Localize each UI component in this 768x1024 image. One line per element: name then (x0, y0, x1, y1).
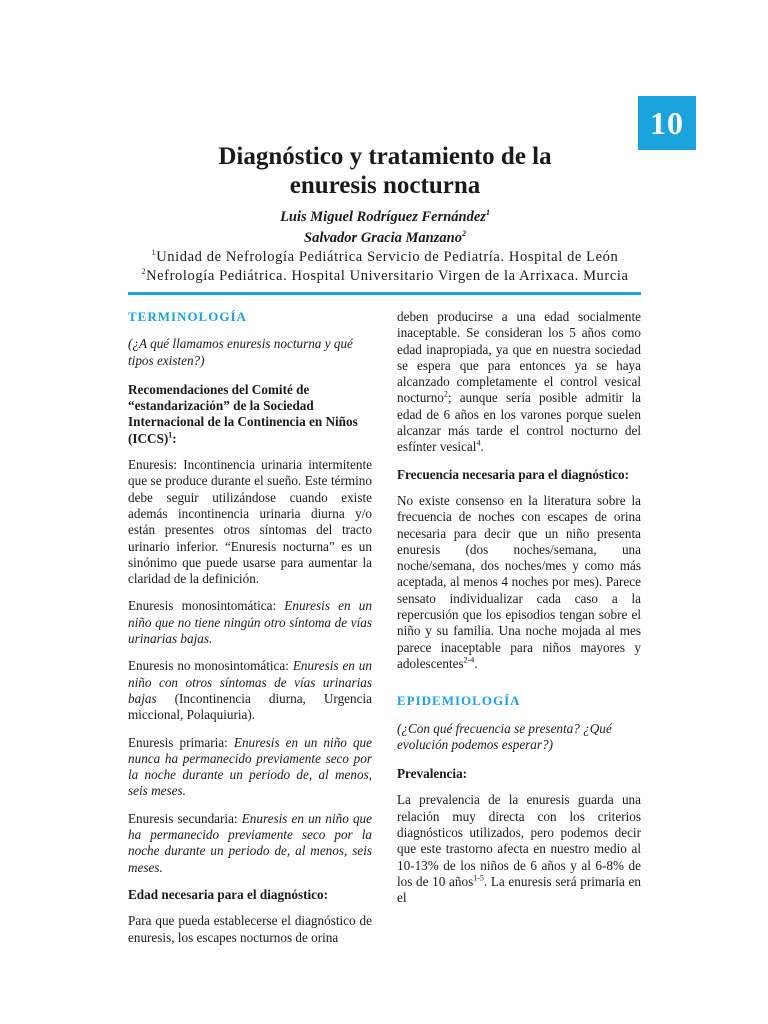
section-heading-terminologia: TERMINOLOGÍA (128, 309, 247, 324)
author-2 (130, 229, 640, 247)
author-1-name: Luis Miguel Rodríguez Fernández (280, 209, 486, 225)
author-2-name: Salvador Gracia Manzano (304, 230, 462, 246)
section-heading-epidemiologia: EPIDEMIOLOGÍA (397, 693, 521, 709)
author-2-sup: 2 (461, 229, 466, 239)
frecuencia-text-b: . (474, 655, 478, 671)
affiliation-1-text: Unidad de Nefrología Pediátrica Servicio de Pediatría. Hospital de León (156, 249, 619, 265)
term-monosintomatica: Enuresis monosintomática: (128, 598, 285, 614)
right-column (397, 309, 641, 918)
subheading-recomendaciones-text: Recomendaciones del Comité de “estandarización” de la Sociedad Internacional de la Continencia en Niños (ICCS) (128, 381, 358, 446)
left-column (128, 309, 372, 957)
subheading-recomendaciones-end: : (172, 430, 177, 446)
section-spacer (397, 683, 641, 693)
section-question-terminologia: (¿A qué llamamos enuresis nocturna y qué tipos existen?) (128, 336, 353, 368)
page-title (130, 142, 640, 200)
section-question-epidemiologia: (¿Con qué frecuencia se presenta? ¿Qué evolución podemos esperar?) (397, 720, 612, 752)
prevalencia-text-a: La prevalencia de la enuresis guarda una relación muy directa con los criterios diagnósticos utilizados, pero podemos decir que este trastorno afecta en nuestro medio al 10-13% de los niños de 6 años y al 6-8% de los de 10 años (397, 792, 641, 889)
definition-secundaria: Enuresis en un niño que ha permanecido previamente seco por la noche durante un periodo de, al menos, seis meses. (128, 810, 372, 875)
examples-no-monosintomatica: (Incontinencia diurna, Urgencia miccional, Polaquiuria). (128, 690, 372, 723)
frecuencia-sup: 2-4 (463, 655, 475, 665)
subheading-recomendaciones-sup: 1 (168, 430, 173, 440)
affiliation-1 (120, 248, 650, 267)
affiliation-2-text: Nefrología Pediátrica. Hospital Universitario Virgen de la Arrixaca. Murcia (146, 268, 629, 284)
title-line-1: Diagnóstico y tratamiento de la (218, 143, 552, 170)
edad-sup-1: 2 (443, 390, 448, 400)
definition-primaria: Enuresis en un niño que nunca ha permanecido previamente seco por la noche durante un periodo de, al menos, seis meses. (128, 734, 372, 799)
affiliation-1-sup: 1 (151, 248, 157, 258)
chapter-number-badge: 10 (638, 96, 696, 150)
term-secundaria: Enuresis secundaria: (128, 810, 242, 826)
edad-sup-2: 4 (476, 438, 481, 448)
affiliation-2 (120, 267, 650, 286)
paragraph-edad-continued (397, 309, 641, 456)
paragraph-primaria (128, 735, 372, 800)
paragraph-enuresis-definition: Enuresis: Incontinencia urinaria intermitente que se produce durante el sueño. Este término debe seguir utilizándose cuando existe además incontinencia urinaria diurna y/o están presentes otros síntomas del tracto urinario inferior. “Enuresis nocturna” es un sinónimo que puede usarse para aumentar la claridad de la definición. (128, 457, 372, 587)
frecuencia-text-a: No existe consenso en la literatura sobre la frecuencia de noches con escapes de orina necesaria para decir que un niño presenta enuresis (dos noches/semana, una noche/semana, dos noches/mes y como más aceptada, al menos 4 noches por mes). Parece sensato individualizar cada caso a la repercusión que los episodios tengan sobre el niño y su familia. Una noche mojada al mes parece inaceptable para niños mayores y adolescentes (397, 492, 641, 671)
prevalencia-sup: 1-5 (473, 873, 484, 883)
title-line-2: enuresis nocturna (289, 172, 481, 199)
subheading-recomendaciones (128, 382, 372, 447)
header-divider (128, 292, 641, 295)
paragraph-edad: Para que pueda establecerse el diagnóstico de enuresis, los escapes nocturnos de orina (128, 913, 372, 945)
term-primaria: Enuresis primaria: (128, 734, 234, 750)
paragraph-no-monosintomatica (128, 658, 372, 723)
paragraph-frecuencia (397, 493, 641, 672)
term-no-monosintomatica: Enuresis no monosintomática: (128, 658, 293, 674)
definition-no-monosintomatica: Enuresis en un niño con otros síntomas de vías urinarias bajas (128, 658, 372, 706)
prevalencia-text-b: . La enuresis será primaria en el (397, 873, 642, 906)
definition-monosintomatica: Enuresis en un niño que no tiene ningún otro síntoma de vías urinarias bajas. (128, 598, 372, 647)
edad-text-b: ; aunque sería posible admitir la edad de 6 años en los varones porque suelen alcanzar más tarde el control nocturno del esfínter vesical (397, 390, 641, 455)
edad-text-c: . (480, 439, 484, 455)
subheading-frecuencia: Frecuencia necesaria para el diagnóstico: (397, 466, 629, 482)
subheading-prevalencia: Prevalencia: (397, 766, 468, 782)
author-1-sup: 1 (485, 208, 490, 218)
edad-text-a: deben producirse a una edad socialmente inaceptable. Se consideran los 5 años como edad inapropiada, ya que en nuestra sociedad se espera que para entonces ya se haya alcanzado completamente el control vesical nocturno (397, 309, 641, 406)
paragraph-secundaria (128, 811, 372, 876)
paragraph-prevalencia (397, 792, 641, 906)
affiliation-2-sup: 2 (141, 267, 147, 277)
subheading-edad: Edad necesaria para el diagnóstico: (128, 886, 329, 902)
author-1 (130, 208, 640, 226)
paragraph-monosintomatica (128, 598, 372, 647)
